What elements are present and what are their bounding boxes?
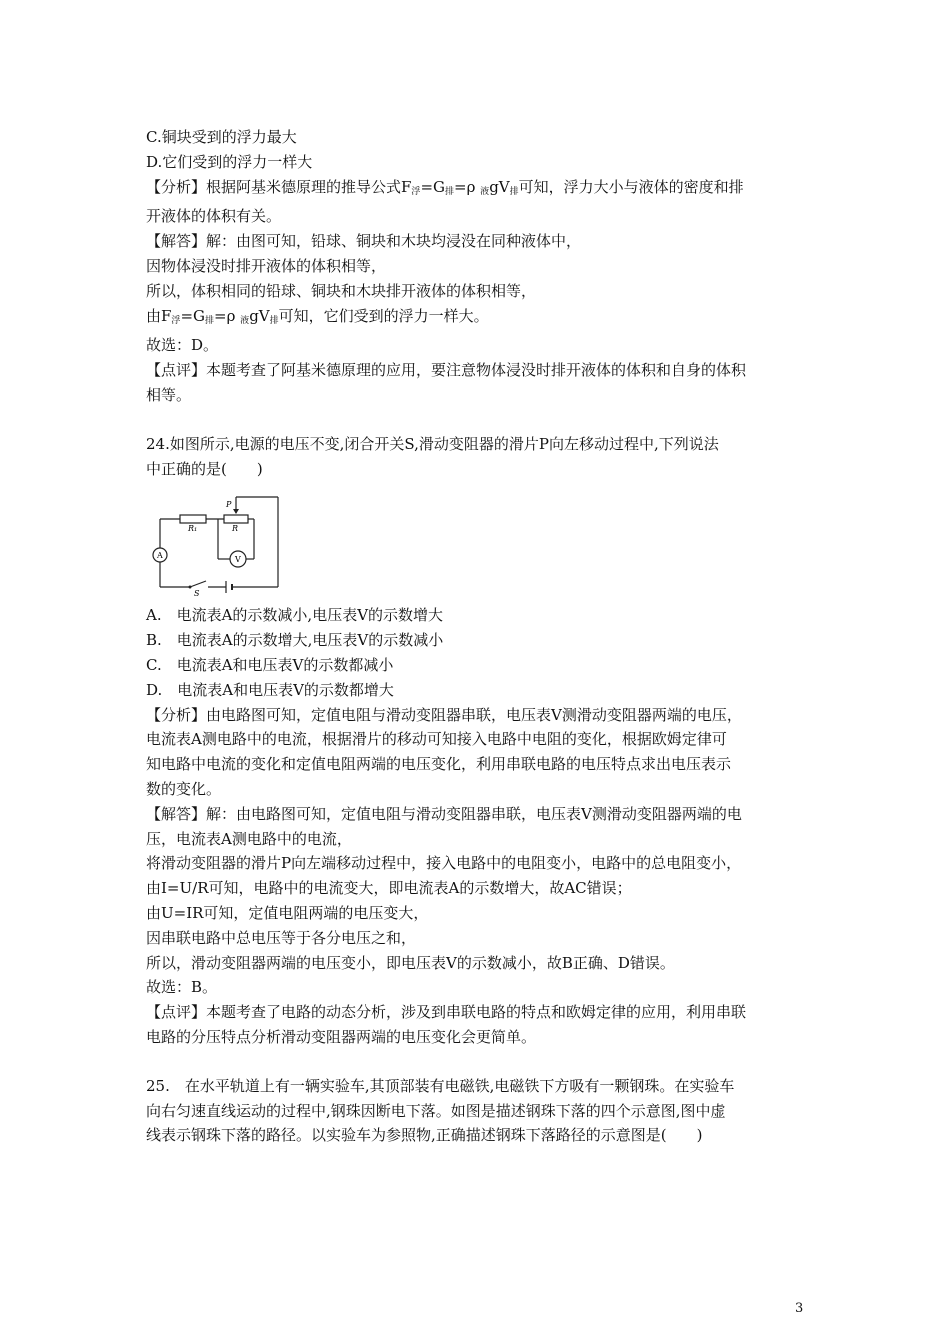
slider-arrow-icon	[233, 509, 239, 514]
text-run: 【分析】根据阿基米德原理的推导公式F	[146, 177, 412, 196]
q23-option-d: D.它们受到的浮力一样大	[146, 152, 313, 171]
subscript: 浮	[171, 315, 181, 326]
q24-comment-line-1: 【点评】本题考查了电路的动态分析，涉及到串联电路的特点和欧姆定律的应用，利用串联	[146, 1003, 747, 1022]
subscript: 液	[480, 186, 490, 197]
page-content	[146, 125, 808, 1148]
q23-analysis-line-2: 开液体的体积有关。	[146, 207, 282, 226]
q24-analysis-line-2: 电流表A测电路中的电流，根据滑片的移动可知接入电路中电阻的变化，根据欧姆定律可	[146, 730, 727, 749]
spacer	[146, 408, 808, 432]
q23-answer-line-5: 故选：D。	[146, 336, 219, 355]
q24-analysis-line-3: 知电路中电流的变化和定值电阻两端的电压变化，利用串联电路的电压特点求出电压表示	[146, 755, 732, 774]
text-run: =G	[420, 177, 445, 196]
subscript: 排	[509, 186, 519, 197]
q23-answer-line-3: 所以，体积相同的铅球、铜块和木块排开液体的体积相等，	[146, 281, 537, 300]
q25-stem-line-3: 线表示钢珠下落的路径。以实验车为参照物,正确描述钢珠下落路径的示意图是( )	[146, 1126, 703, 1145]
text-run: 可知，浮力大小与液体的密度和排	[518, 177, 744, 196]
label-a: A	[157, 551, 163, 561]
page-number: 3	[795, 1301, 804, 1316]
q24-stem-line-2: 中正确的是( )	[146, 459, 263, 478]
q25-stem-line-1: 25. 在水平轨道上有一辆实验车,其顶部装有电磁铁,电磁铁下方吸有一颗钢珠。在实验车	[146, 1076, 735, 1095]
spacer	[146, 1050, 808, 1074]
q23-answer-line-2: 因物体浸没时排开液体的体积相等，	[146, 256, 387, 275]
q24-analysis-line-4: 数的变化。	[146, 779, 222, 798]
subscript: 排	[205, 315, 215, 326]
q23-answer-line-4	[146, 304, 808, 334]
text-run: gV	[249, 306, 270, 325]
text-run: =G	[180, 306, 205, 325]
q23-option-c: C.铜块受到的浮力最大	[146, 128, 297, 146]
q23-comment-line-1: 【点评】本题考查了阿基米德原理的应用，要注意物体浸没时排开液体的体积和自身的体积	[146, 361, 747, 380]
q24-answer-line-7: 所以，滑动变阻器两端的电压变小，即电压表V的示数减小，故B正确、D错误。	[146, 953, 675, 972]
switch-lever	[190, 581, 206, 587]
q23-answer-line-1: 【解答】解：由图可知，铅球、铜块和木块均浸没在同种液体中，	[146, 232, 582, 251]
subscript: 浮	[411, 186, 421, 197]
q23-analysis-line-1	[146, 175, 808, 205]
q24-stem-line-1: 24.如图所示,电源的电压不变,闭合开关S,滑动变阻器的滑片P向左移动过程中,下列说法	[146, 434, 719, 453]
resistor-r1	[180, 515, 206, 523]
q24-option-c: C. 电流表A和电压表V的示数都减小	[146, 655, 394, 674]
q24-answer-line-1: 【解答】解：由电路图可知，定值电阻与滑动变阻器串联，电压表V测滑动变阻器两端的电	[146, 804, 742, 823]
subscript: 液	[240, 315, 250, 326]
q24-option-a: A. 电流表A的示数减小,电压表V的示数增大	[146, 606, 444, 625]
q23-comment-line-2: 相等。	[146, 385, 192, 404]
text-run: 可知，它们受到的浮力一样大。	[278, 306, 489, 325]
switch-pivot	[189, 586, 192, 589]
text-run: 由F	[146, 306, 172, 325]
q24-answer-line-2: 压，电流表A测电路中的电流，	[146, 829, 352, 848]
q24-answer-line-3: 将滑动变阻器的滑片P向左端移动过程中，接入电路中的电阻变小，电路中的总电阻变小，	[146, 854, 742, 873]
q24-answer-line-6: 因串联电路中总电压等于各分电压之和，	[146, 928, 417, 947]
subscript: 排	[269, 315, 279, 326]
q24-answer-line-4: 由I=U/R可知，电路中的电流变大，即电流表A的示数增大，故AC错误；	[146, 879, 632, 898]
label-p: P	[226, 500, 232, 510]
q24-comment-line-2: 电路的分压特点分析滑动变阻器两端的电压变化会更简单。	[146, 1027, 537, 1046]
q24-answer-line-5: 由U=IR可知，定值电阻两端的电压变大，	[146, 903, 429, 922]
text-run: gV	[489, 177, 510, 196]
q24-circuit-diagram	[150, 487, 290, 597]
circuit-svg	[150, 487, 290, 597]
q24-answer-line-8: 故选：B。	[146, 978, 218, 997]
text-run: =ρ	[214, 306, 241, 325]
label-s: S	[194, 589, 200, 598]
q25-stem-line-2: 向右匀速直线运动的过程中,钢珠因断电下落。如图是描述钢珠下落的四个示意图,图中虚	[146, 1101, 726, 1120]
label-r1: R₁	[188, 524, 198, 534]
resistor-r	[224, 515, 248, 523]
q24-option-d: D. 电流表A和电压表V的示数都增大	[146, 680, 394, 699]
label-v: V	[235, 555, 241, 565]
q24-option-b: B. 电流表A的示数增大,电压表V的示数减小	[146, 631, 444, 650]
label-r: R	[232, 524, 239, 534]
subscript: 排	[445, 186, 455, 197]
q24-analysis-line-1: 【分析】由电路图可知，定值电阻与滑动变阻器串联，电压表V测滑动变阻器两端的电压，	[146, 705, 742, 724]
text-run: =ρ	[454, 177, 481, 196]
